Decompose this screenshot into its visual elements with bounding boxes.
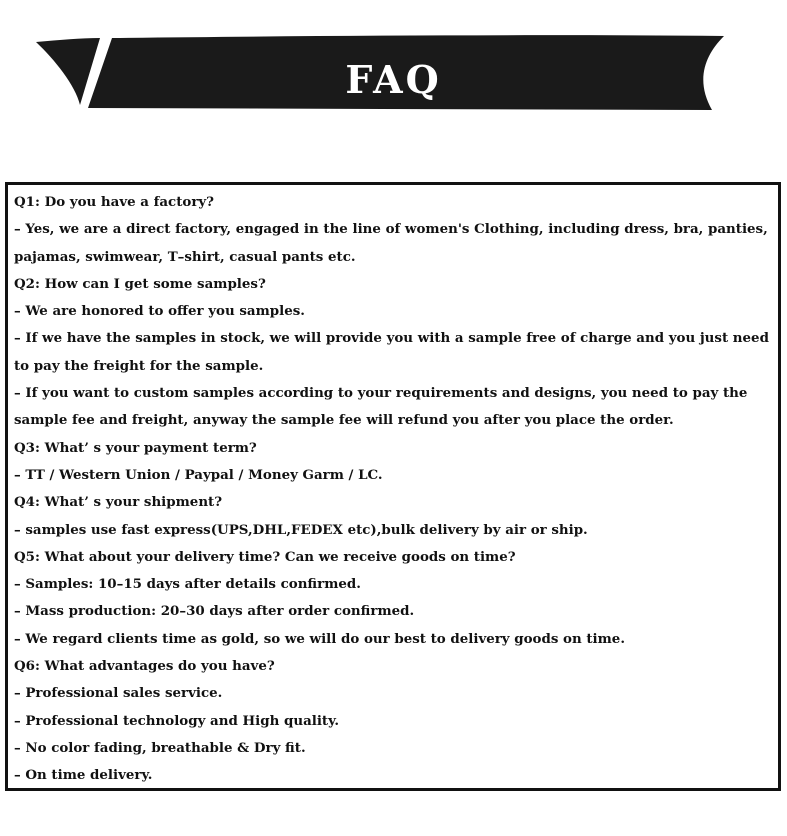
faq-line: – We regard clients time as gold, so we will do our best to delivery goods on time.	[14, 630, 625, 647]
banner-title: FAQ	[345, 57, 442, 102]
faq-line: – We are honored to offer you samples.	[14, 303, 305, 320]
faq-line: to pay the freight for the sample.	[14, 357, 264, 374]
faq-line: Q3: What’ s your payment term?	[14, 439, 257, 456]
faq-line: Q6: What advantages do you have?	[14, 658, 275, 675]
faq-line: – If you want to custom samples according to your requirements and designs, you need to pay the	[14, 385, 748, 402]
faq-line: pajamas, swimwear, T–shirt, casual pants etc.	[14, 248, 356, 265]
faq-line: – Professional technology and High quality.	[14, 712, 340, 729]
faq-line: – Professional sales service.	[14, 685, 223, 702]
faq-line: Q2: How can I get some samples?	[14, 275, 266, 292]
faq-line: – If we have the samples in stock, we will provide you with a sample free of charge and you just need	[14, 330, 769, 347]
faq-line: – Yes, we are a direct factory, engaged in the line of women's Clothing, including dress, bra, panties,	[14, 221, 768, 238]
faq-line: sample fee and freight, anyway the sample fee will refund you after you place the order.	[14, 412, 674, 429]
faq-box	[5, 182, 781, 791]
faq-line: – samples use fast express(UPS,DHL,FEDEX etc),bulk delivery by air or ship.	[14, 521, 588, 538]
faq-line: Q1: Do you have a factory?	[14, 194, 215, 210]
faq-line: – Samples: 10–15 days after details confirmed.	[14, 576, 361, 593]
faq-line: – No color fading, breathable & Dry fit.	[14, 739, 306, 756]
faq-line: – On time delivery.	[14, 767, 153, 784]
faq-line: – Mass production: 20–30 days after order confirmed.	[14, 603, 415, 620]
faq-line: Q5: What about your delivery time? Can we receive goods on time?	[14, 548, 516, 565]
faq-banner	[0, 0, 787, 130]
faq-line: Q4: What’ s your shipment?	[14, 494, 223, 511]
faq-list	[14, 189, 779, 790]
faq-line: – TT / Western Union / Paypal / Money Garm / LC.	[14, 466, 383, 483]
